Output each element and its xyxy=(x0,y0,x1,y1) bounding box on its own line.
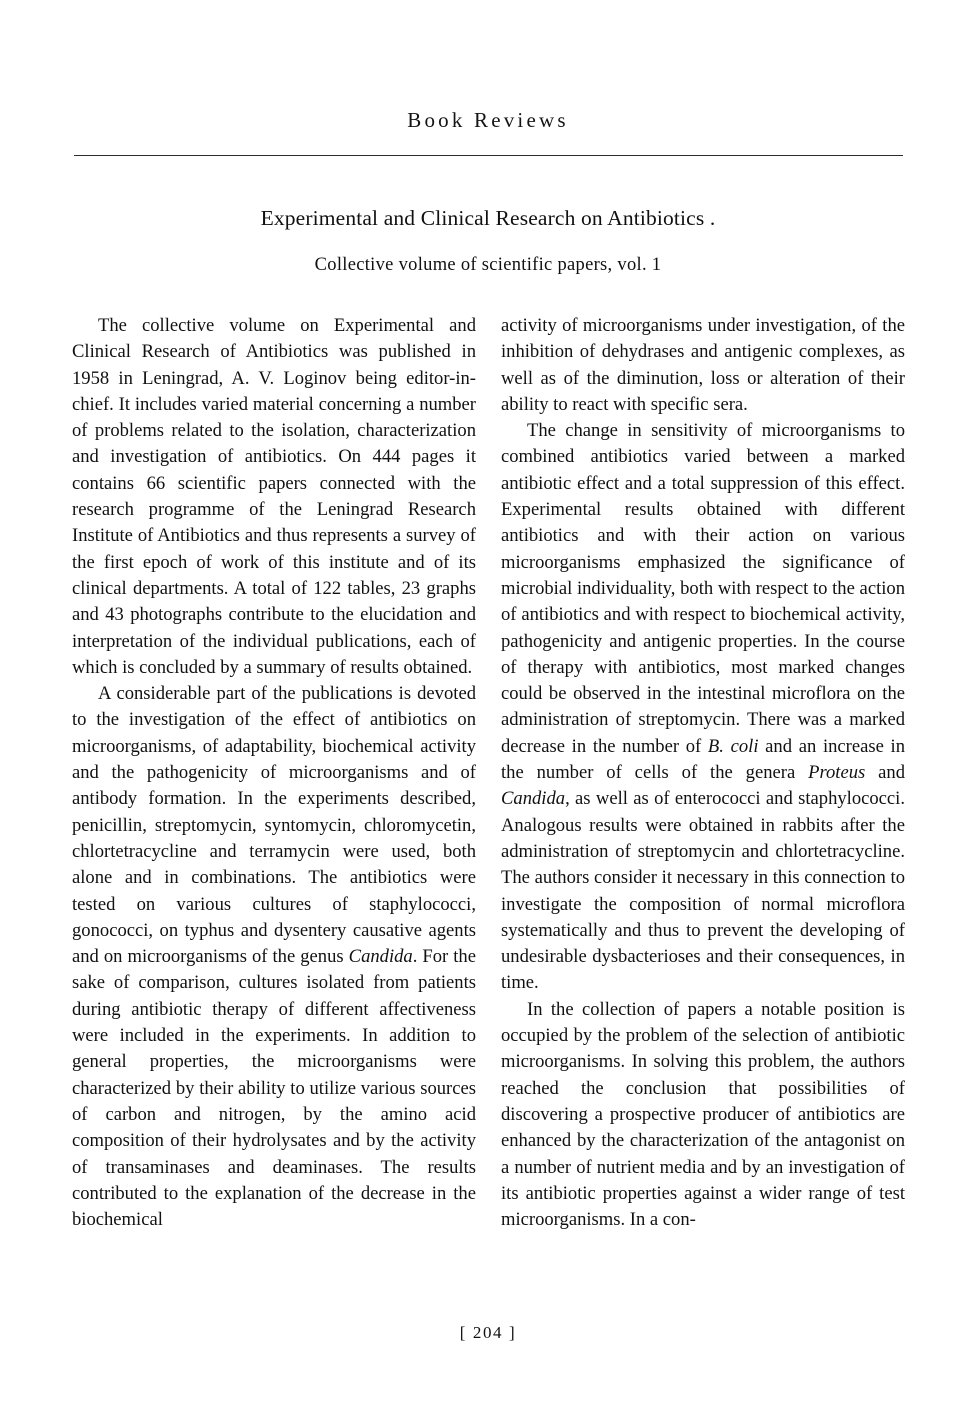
paragraph-right-2-text-d: , as well as of enterococci and staphylococci. Analogous results were obtained in rabbits after the administration of streptomycin and chlortetracycline. The authors consider it necessary in this connection to investigate the composition of normal microflora systematically and thus to prevent the developing of undesirable dysbacterioses and their consequences, in time. xyxy=(501,788,905,994)
paragraph-right-2 xyxy=(501,418,905,997)
page-number-folio: [ 204 ] xyxy=(459,1323,517,1342)
paragraph-right-continuation: activity of microorganisms under investigation, of the inhibition of dehydrases and antigenic complexes, as well as of the diminution, loss or alteration of their ability to react with specific sera. xyxy=(501,315,905,415)
genus-name-candida: Candida xyxy=(501,788,566,810)
header-rule-divider xyxy=(74,155,903,156)
article-subtitle: Collective volume of scientific papers, vol. 1 xyxy=(314,255,662,275)
left-column xyxy=(72,313,476,1313)
body-columns xyxy=(72,313,905,1313)
paragraph-left-2-text-b: . For the sake of comparison, cultures isolated from patients during antibiotic therapy of different affectiveness were included in the experiments. In addition to general properties, the microorganisms were characterized by their ability to utilize various sources of carbon and nitrogen, by the amino acid composition of their hydrolysates and by the activity of transaminases and deaminases. The results contributed to the explanation of the decrease in the biochemical xyxy=(72,946,476,1231)
genus-name-proteus: Proteus xyxy=(808,762,866,784)
paragraph-right-2-text-b: and an increase in the number of cells of the genera xyxy=(501,735,905,784)
running-head: Book Reviews xyxy=(407,108,569,132)
species-name-candida: Candida xyxy=(348,946,413,968)
paragraph-left-2 xyxy=(72,681,476,1233)
paragraph-right-2-text-a: The change in sensitivity of microorganisms to combined antibiotics varied between a marked antibiotic effect and a total suppression of this effect. Experimental results obtained with different antibiotics and with their action on various microorganisms emphasized the significance of microbial individuality, both with respect to the action of antibiotics and with respect to biochemical activity, pathogenicity and antigenic properties. In the course of therapy with antibiotics, most marked changes could be observed in the intestinal microflora on the administration of streptomycin. There was a marked decrease in the number of xyxy=(501,420,905,757)
species-name-b-coli: B. coli xyxy=(707,735,759,757)
right-column xyxy=(501,313,905,1313)
paragraph-left-1: The collective volume on Experimental and Clinical Research of Antibiotics was published in 1958 in Leningrad, A. V. Loginov being editor-in-chief. It includes varied material concerning a number of problems related to the isolation, characterization and investigation of antibiotics. On 444 pages it contains 66 scientific papers connected with the research programme of the Leningrad Research Institute of Antibiotics and thus represents a survey of the first epoch of work of this institute and of its clinical departments. A total of 122 tables, 23 graphs and 43 photographs contribute to the elucidation and interpretation of the individual publications, each of which is concluded by a summary of results obtained. xyxy=(72,315,476,678)
paragraph-right-3: In the collection of papers a notable position is occupied by the problem of the selection of antibiotic microorganisms. In solving this problem, the authors reached the conclusion that possibilities of discovering a prospective producer of antibiotics are enhanced by the characterization of the antagonist on a number of nutrient media and by an investigation of its antibiotic properties against a wider range of test microorganisms. In a con- xyxy=(501,998,905,1231)
paragraph-left-2-text-a: A considerable part of the publications is devoted to the investigation of the effect of antibiotics on microorganisms, of adaptability, biochemical activity and the pathogenicity of microorganisms and of antibody formation. In the experiments described, penicillin, streptomycin, syntomycin, chloromycetin, chlortetracycline and terramycin were used, both alone and in combinations. The antibiotics were tested on various cultures of staphylococci, gonococci, on typhus and dysentery causative agents and on microorganisms of the genus xyxy=(72,683,476,968)
paragraph-right-2-text-c: and xyxy=(865,762,905,784)
article-title: Experimental and Clinical Research on Antibiotics . xyxy=(260,206,716,230)
